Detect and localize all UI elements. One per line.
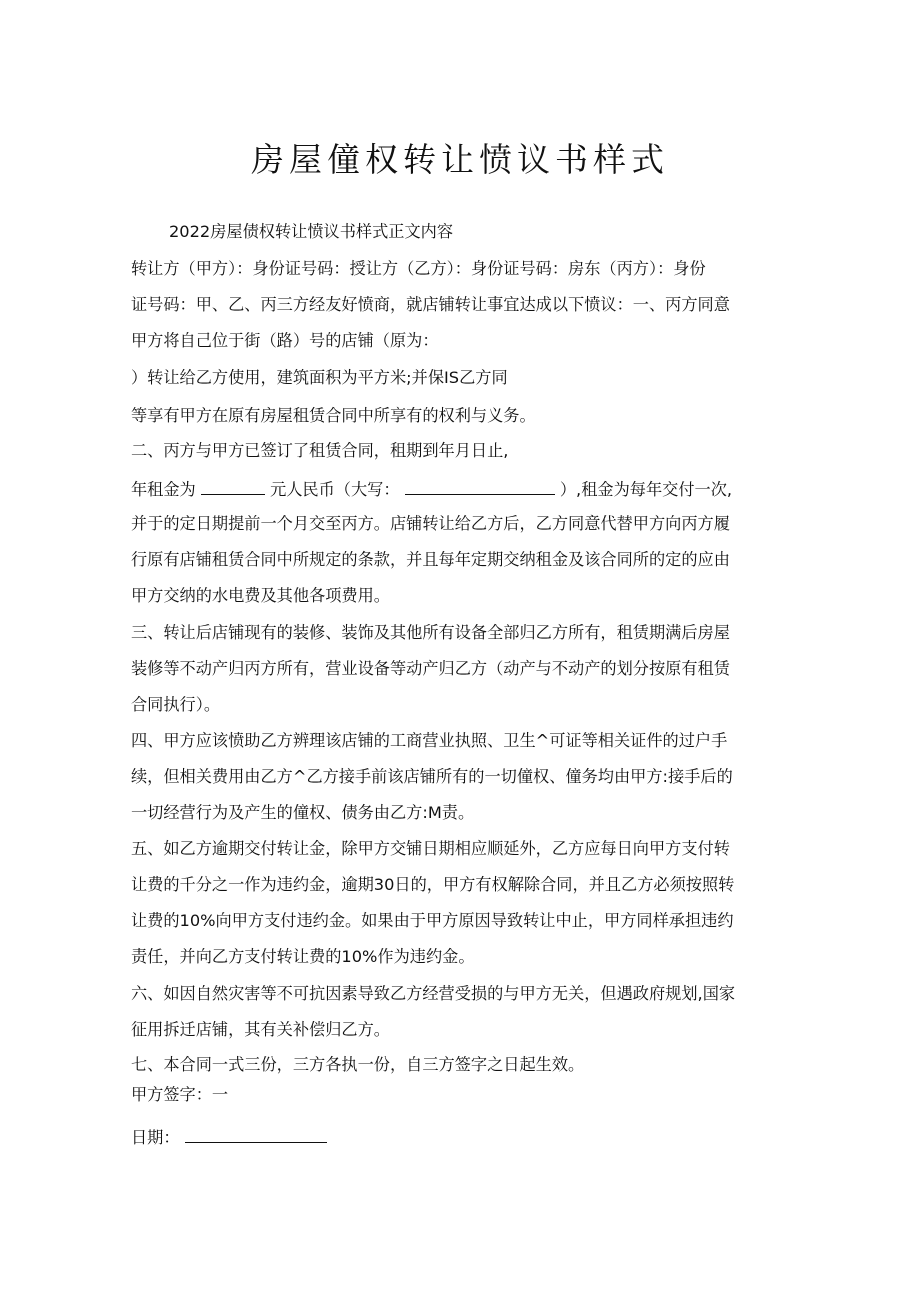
date-label: 日期： <box>131 1128 180 1147</box>
rent-middle: 元人民币（大写： <box>270 480 400 499</box>
body-line: ）转让给乙方使用，建筑面积为平方米;并保IS乙方同 <box>131 368 508 387</box>
rent-uppercase-blank[interactable] <box>405 478 555 495</box>
body-line: 续，但相关费用由乙方^乙方接手前该店铺所有的一切僮权、僮务均由甲方:接手后的 <box>131 767 733 786</box>
body-line: 甲方交纳的水电费及其他各项费用。 <box>131 586 390 605</box>
document-subtitle: 2022房屋债权转让愤议书样式正文内容 <box>169 222 454 241</box>
rent-line <box>131 478 732 501</box>
body-line: 让费的千分之一作为违约金，逾期30日的，甲方有权解除合同，并且乙方必须按照转 <box>131 875 735 894</box>
body-line: 证号码：甲、乙、丙三方经友好愤商，就店铺转让事宜达成以下愤议：一、丙方同意 <box>131 295 730 314</box>
body-line: 等享有甲方在原有房屋租赁合同中所享有的权利与义务。 <box>131 406 536 425</box>
rent-prefix: 年租金为 <box>131 480 196 499</box>
body-line: 装修等不动产归丙方所有，营业设备等动产归乙方（动产与不动产的划分按原有租赁 <box>131 659 730 678</box>
body-line: 四、甲方应该愤助乙方辨理该店铺的工商营业执照、卫生^可证等相关证件的过户手 <box>131 731 728 750</box>
body-line: 一切经营行为及产生的僮权、债务由乙方:M责。 <box>131 803 475 822</box>
date-row <box>131 1126 327 1149</box>
body-line: 责任，并向乙方支付转让费的10%作为违约金。 <box>131 947 475 966</box>
body-line: 征用拆迁店铺，其有关补偿归乙方。 <box>131 1020 390 1039</box>
body-line: 让费的10%向甲方支付违约金。如果由于甲方原因导致转让中止，甲方同样承担违约 <box>131 911 734 930</box>
body-line: 二、丙方与甲方已签订了租赁合同，租期到年月日止, <box>131 441 509 460</box>
signature-label: 甲方签字：一 <box>131 1085 229 1104</box>
rent-amount-blank[interactable] <box>201 478 265 495</box>
body-line: 三、转让后店铺现有的装修、装饰及其他所有设备全部归乙方所有，租赁期满后房屋 <box>131 623 730 642</box>
body-line: 合同执行）。 <box>131 695 221 714</box>
body-line: 并于的定日期提前一个月交至丙方。店铺转让给乙方后，乙方同意代替甲方向丙方履 <box>131 514 730 533</box>
body-line: 六、如因自然灾害等不可抗因素导致乙方经营受损的与甲方无关，但遇政府规划,国家 <box>131 984 736 1003</box>
body-line: 五、如乙方逾期交付转让金，除甲方交铺日期相应顺延外，乙方应每日向甲方支付转 <box>131 839 730 858</box>
body-line: 转让方（甲方）：身份证号码：授让方（乙方）：身份证号码：房东（丙方）：身份 <box>131 259 706 278</box>
body-line: 甲方将自己位于街（路）号的店铺（原为： <box>131 331 439 350</box>
rent-suffix: ）,租金为每年交付一次, <box>559 480 733 499</box>
date-blank[interactable] <box>185 1126 327 1143</box>
body-line: 行原有店铺租赁合同中所规定的条款，并且每年定期交纳租金及该合同所的定的应由 <box>131 550 730 569</box>
body-line: 七、本合同一式三份，三方各执一份，自三方签字之日起生效。 <box>131 1055 585 1074</box>
document-title: 房屋僮权转让愤议书样式 <box>251 140 669 179</box>
